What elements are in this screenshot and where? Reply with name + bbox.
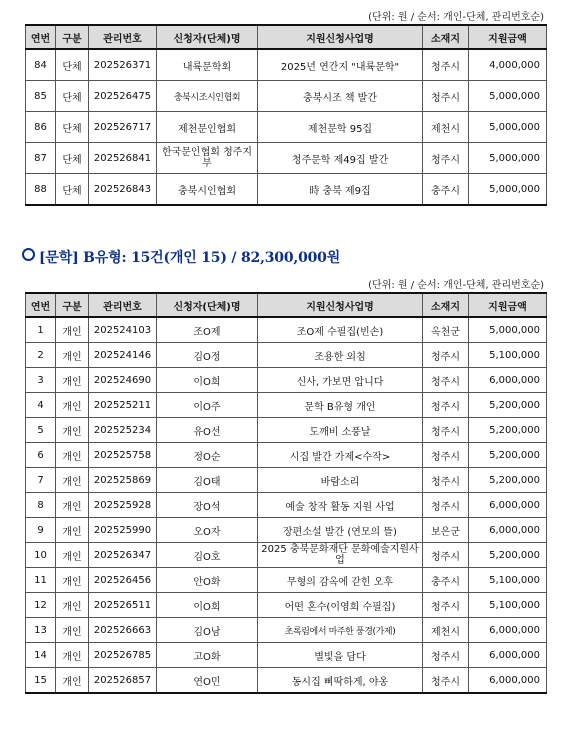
cell-id: 202526511 [89, 593, 157, 618]
cell-amount: 6,000,000 [469, 368, 547, 393]
cell-location: 청주시 [423, 593, 469, 618]
table-row [26, 174, 547, 206]
cell-applicant: 안O화 [157, 568, 258, 593]
cell-amount: 6,000,000 [469, 668, 547, 694]
individual-grant-table [25, 292, 547, 694]
cell-applicant: 김O태 [157, 468, 258, 493]
cell-id: 202526717 [89, 112, 157, 143]
cell-project: 초록림에서 마주한 풍경(가제) [258, 618, 423, 643]
cell-location: 옥천군 [423, 317, 469, 343]
cell-amount: 5,000,000 [469, 81, 547, 112]
col-header-applicant: 신청자(단체)명 [157, 293, 258, 317]
cell-applicant: 한국문인협회 청주지부 [157, 143, 258, 174]
cell-location: 청주시 [423, 543, 469, 568]
cell-seq: 87 [26, 143, 56, 174]
cell-location: 제천시 [423, 618, 469, 643]
cell-project: 時 충북 제9집 [258, 174, 423, 206]
cell-project: 조용한 외침 [258, 343, 423, 368]
cell-id: 202526371 [89, 49, 157, 81]
cell-location: 청주시 [423, 668, 469, 694]
cell-location: 청주시 [423, 81, 469, 112]
cell-type: 개인 [56, 393, 89, 418]
cell-id: 202525990 [89, 518, 157, 543]
unit-note: (단위: 원 / 순서: 개인-단체, 관리번호순) [368, 280, 544, 291]
cell-id: 202526841 [89, 143, 157, 174]
cell-applicant: 이O희 [157, 368, 258, 393]
cell-type: 개인 [56, 493, 89, 518]
cell-seq: 6 [26, 443, 56, 468]
cell-project: 제천문학 95집 [258, 112, 423, 143]
cell-type: 단체 [56, 112, 89, 143]
cell-amount: 5,100,000 [469, 343, 547, 368]
cell-id: 202526347 [89, 543, 157, 568]
cell-amount: 6,000,000 [469, 643, 547, 668]
cell-location: 청주시 [423, 493, 469, 518]
cell-id: 202526785 [89, 643, 157, 668]
cell-amount: 5,000,000 [469, 112, 547, 143]
cell-type: 개인 [56, 643, 89, 668]
cell-type: 단체 [56, 143, 89, 174]
cell-amount: 5,100,000 [469, 593, 547, 618]
cell-seq: 11 [26, 568, 56, 593]
cell-id: 202525928 [89, 493, 157, 518]
cell-id: 202526663 [89, 618, 157, 643]
cell-seq: 5 [26, 418, 56, 443]
cell-applicant: 제천문인협회 [157, 112, 258, 143]
cell-applicant: 장O석 [157, 493, 258, 518]
cell-applicant: 고O화 [157, 643, 258, 668]
cell-project: 충북시조 책 발간 [258, 81, 423, 112]
group-grant-table [25, 24, 547, 206]
cell-id: 202526475 [89, 81, 157, 112]
cell-seq: 7 [26, 468, 56, 493]
cell-applicant: 내륙문학회 [157, 49, 258, 81]
cell-project: 조O제 수필집(빈손) [258, 317, 423, 343]
cell-seq: 1 [26, 317, 56, 343]
cell-type: 개인 [56, 593, 89, 618]
cell-project: 동시집 삐딱하게, 야옹 [258, 668, 423, 694]
cell-applicant: 이O희 [157, 593, 258, 618]
cell-applicant: 김O호 [157, 543, 258, 568]
cell-location: 청주시 [423, 468, 469, 493]
cell-seq: 9 [26, 518, 56, 543]
table-row [26, 668, 547, 694]
cell-location: 청주시 [423, 443, 469, 468]
cell-project: 별빛을 담다 [258, 643, 423, 668]
cell-location: 제천시 [423, 112, 469, 143]
cell-type: 개인 [56, 443, 89, 468]
cell-project: 시집 발간 가제<수작> [258, 443, 423, 468]
cell-location: 청주시 [423, 143, 469, 174]
cell-id: 202524146 [89, 343, 157, 368]
cell-type: 개인 [56, 468, 89, 493]
cell-type: 개인 [56, 343, 89, 368]
cell-project: 2025 충북문화재단 문화예술지원사업 [258, 543, 423, 568]
table-row [26, 393, 547, 418]
cell-seq: 8 [26, 493, 56, 518]
cell-amount: 6,000,000 [469, 618, 547, 643]
table-row [26, 343, 547, 368]
table-row [26, 518, 547, 543]
cell-applicant: 정O순 [157, 443, 258, 468]
table-row [26, 443, 547, 468]
table-row [26, 49, 547, 81]
col-header-amount: 지원금액 [469, 25, 547, 49]
cell-seq: 2 [26, 343, 56, 368]
table-row [26, 143, 547, 174]
cell-project: 신사, 가보면 압니다 [258, 368, 423, 393]
cell-id: 202526456 [89, 568, 157, 593]
cell-seq: 10 [26, 543, 56, 568]
col-header-type: 구분 [56, 293, 89, 317]
cell-amount: 5,200,000 [469, 443, 547, 468]
cell-seq: 4 [26, 393, 56, 418]
table-row [26, 368, 547, 393]
cell-id: 202525758 [89, 443, 157, 468]
cell-type: 개인 [56, 368, 89, 393]
cell-id: 202525869 [89, 468, 157, 493]
cell-applicant: 연O민 [157, 668, 258, 694]
cell-seq: 15 [26, 668, 56, 694]
cell-amount: 5,000,000 [469, 143, 547, 174]
cell-type: 개인 [56, 568, 89, 593]
cell-id: 202526843 [89, 174, 157, 206]
cell-id: 202524103 [89, 317, 157, 343]
cell-project: 문학 B유형 개인 [258, 393, 423, 418]
table-row [26, 468, 547, 493]
cell-project: 무형의 감옥에 갇힌 오후 [258, 568, 423, 593]
cell-location: 청주시 [423, 643, 469, 668]
cell-project: 2025년 연간지 "내륙문학" [258, 49, 423, 81]
cell-applicant: 충북시인협회 [157, 174, 258, 206]
col-header-applicant: 신청자(단체)명 [157, 25, 258, 49]
col-header-type: 구분 [56, 25, 89, 49]
cell-amount: 6,000,000 [469, 518, 547, 543]
cell-applicant: 김O정 [157, 343, 258, 368]
cell-seq: 14 [26, 643, 56, 668]
cell-type: 개인 [56, 317, 89, 343]
col-header-id: 관리번호 [89, 293, 157, 317]
cell-seq: 84 [26, 49, 56, 81]
cell-project: 도깨비 소풍날 [258, 418, 423, 443]
cell-id: 202526857 [89, 668, 157, 694]
cell-type: 개인 [56, 518, 89, 543]
cell-amount: 5,200,000 [469, 393, 547, 418]
cell-seq: 3 [26, 368, 56, 393]
table-row [26, 568, 547, 593]
cell-seq: 12 [26, 593, 56, 618]
cell-type: 개인 [56, 543, 89, 568]
cell-seq: 13 [26, 618, 56, 643]
cell-applicant: 김O남 [157, 618, 258, 643]
cell-project: 어떤 혼수(이영희 수필집) [258, 593, 423, 618]
table-row [26, 593, 547, 618]
col-header-id: 관리번호 [89, 25, 157, 49]
circle-icon [22, 248, 35, 261]
cell-applicant: 조O제 [157, 317, 258, 343]
table-row [26, 418, 547, 443]
cell-type: 단체 [56, 174, 89, 206]
cell-amount: 6,000,000 [469, 493, 547, 518]
section-heading [22, 247, 340, 267]
cell-id: 202524690 [89, 368, 157, 393]
cell-applicant: 이O주 [157, 393, 258, 418]
table-row [26, 81, 547, 112]
cell-location: 청주시 [423, 343, 469, 368]
cell-location: 청주시 [423, 368, 469, 393]
col-header-location: 소재지 [423, 25, 469, 49]
cell-project: 바람소리 [258, 468, 423, 493]
table-row [26, 112, 547, 143]
cell-seq: 86 [26, 112, 56, 143]
cell-amount: 5,200,000 [469, 468, 547, 493]
table-row [26, 543, 547, 568]
cell-type: 개인 [56, 618, 89, 643]
cell-seq: 85 [26, 81, 56, 112]
header-row [26, 293, 547, 317]
table-row [26, 618, 547, 643]
table-row [26, 643, 547, 668]
cell-location: 청주시 [423, 49, 469, 81]
cell-type: 단체 [56, 49, 89, 81]
cell-amount: 5,100,000 [469, 568, 547, 593]
cell-location: 충주시 [423, 568, 469, 593]
cell-amount: 5,000,000 [469, 317, 547, 343]
cell-applicant: 충북시조시인협회 [157, 81, 258, 112]
col-header-seq: 연번 [26, 25, 56, 49]
cell-amount: 4,000,000 [469, 49, 547, 81]
col-header-project: 지원신청사업명 [258, 25, 423, 49]
col-header-amount: 지원금액 [469, 293, 547, 317]
cell-applicant: 오O자 [157, 518, 258, 543]
table-row [26, 493, 547, 518]
section-title: [문학] B유형: 15건(개인 15) / 82,300,000원 [39, 250, 341, 266]
table-row [26, 317, 547, 343]
cell-amount: 5,000,000 [469, 174, 547, 206]
cell-project: 장편소설 발간 (연모의 뜰) [258, 518, 423, 543]
cell-seq: 88 [26, 174, 56, 206]
cell-location: 충주시 [423, 174, 469, 206]
cell-location: 청주시 [423, 418, 469, 443]
col-header-location: 소재지 [423, 293, 469, 317]
cell-amount: 5,200,000 [469, 543, 547, 568]
cell-project: 청주문학 제49집 발간 [258, 143, 423, 174]
col-header-seq: 연번 [26, 293, 56, 317]
header-row [26, 25, 547, 49]
cell-type: 단체 [56, 81, 89, 112]
cell-applicant: 유O선 [157, 418, 258, 443]
cell-project: 예술 창작 활동 지원 사업 [258, 493, 423, 518]
col-header-project: 지원신청사업명 [258, 293, 423, 317]
cell-amount: 5,200,000 [469, 418, 547, 443]
cell-type: 개인 [56, 668, 89, 694]
cell-location: 청주시 [423, 393, 469, 418]
unit-note: (단위: 원 / 순서: 개인-단체, 관리번호순) [368, 12, 544, 23]
cell-location: 보은군 [423, 518, 469, 543]
cell-id: 202525234 [89, 418, 157, 443]
cell-id: 202525211 [89, 393, 157, 418]
cell-type: 개인 [56, 418, 89, 443]
